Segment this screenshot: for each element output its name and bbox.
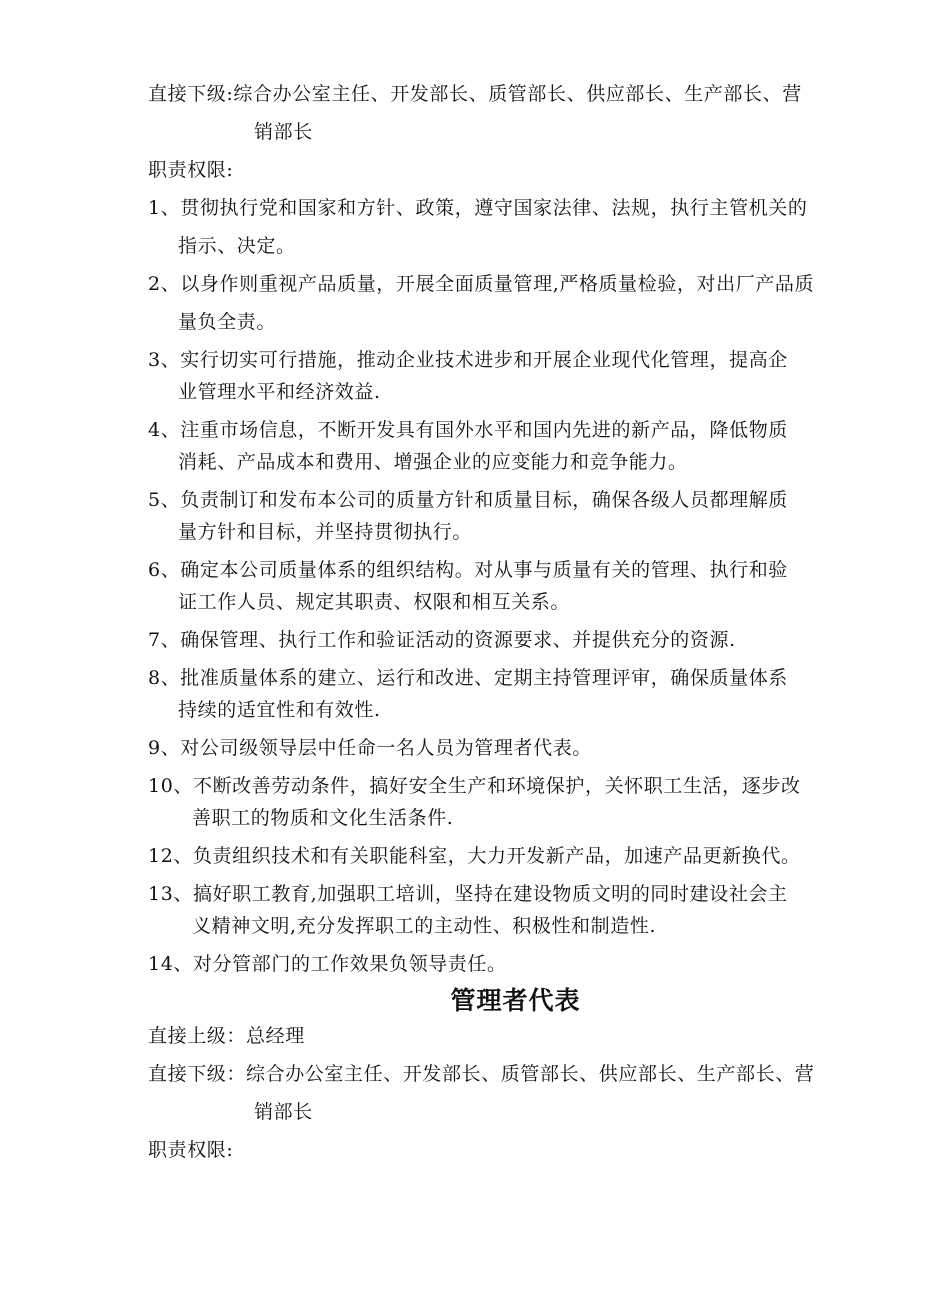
duty-item-text: 6、确定本公司质量体系的组织结构。对从事与质量有关的管理、执行和验 — [148, 559, 788, 581]
duty-item-12 — [148, 840, 883, 872]
duty-item-4 — [148, 414, 883, 478]
duty-item-3 — [148, 344, 883, 408]
duty-item-text: 10、不断改善劳动条件，搞好安全生产和环境保护，关怀职工生活，逐步改 — [148, 775, 801, 797]
duty-item-text: 5、负责制订和发布本公司的质量方针和质量目标，确保各级人员都理解质 — [148, 489, 788, 511]
subordinates-line: 直接下级:综合办公室主任、开发部长、质管部长、供应部长、生产部长、营 — [148, 83, 802, 105]
duty-item-5 — [148, 484, 883, 548]
subordinates-line: 直接下级：综合办公室主任、开发部长、质管部长、供应部长、生产部长、营 — [148, 1063, 815, 1085]
duty-item-text: 2、以身作则重视产品质量，开展全面质量管理,严格质量检验，对出厂产品质 — [148, 273, 815, 295]
duty-item-continued: 消耗、产品成本和费用、增强企业的应变能力和竞争能力。 — [178, 451, 688, 473]
duty-item-text: 7、确保管理、执行工作和验证活动的资源要求、并提供充分的资源. — [148, 629, 736, 651]
duty-item-continued: 证工作人员、规定其职责、权限和相互关系。 — [178, 591, 571, 613]
duty-item-continued: 善职工的物质和文化生活条件. — [192, 807, 454, 829]
duty-item-10 — [148, 770, 883, 834]
duty-item-text: 8、批准质量体系的建立、运行和改进、定期主持管理评审，确保质量体系 — [148, 667, 788, 689]
document-page — [148, 78, 883, 1166]
duty-item-13 — [148, 878, 883, 942]
duty-item-1 — [148, 192, 883, 262]
duty-item-text: 13、搞好职工教育,加强职工培训，坚持在建设物质文明的同时建设社会主 — [148, 883, 788, 905]
duties-label: 职责权限: — [148, 1139, 234, 1161]
duty-item-text: 4、注重市场信息，不断开发具有国外水平和国内先进的新产品，降低物质 — [148, 419, 788, 441]
duty-item-text: 9、对公司级领导层中任命一名人员为管理者代表。 — [148, 737, 592, 759]
duty-item-text: 3、实行切实可行措施，推动企业技术进步和开展企业现代化管理，提高企 — [148, 349, 788, 371]
duty-item-14 — [148, 948, 883, 980]
duty-item-8 — [148, 662, 883, 726]
section-title: 管理者代表 — [450, 986, 581, 1015]
duty-item-9 — [148, 732, 883, 764]
duty-item-continued: 持续的适宜性和有效性. — [178, 699, 381, 721]
duties-label: 职责权限: — [148, 159, 234, 181]
duty-item-7 — [148, 624, 883, 656]
duty-item-continued: 义精神文明,充分发挥职工的主动性、积极性和制造性. — [192, 915, 657, 937]
duty-item-continued: 量负全责。 — [178, 311, 277, 333]
duty-item-2 — [148, 268, 883, 338]
duty-item-text: 12、负责组织技术和有关职能科室，大力开发新产品，加速产品更新换代。 — [148, 845, 801, 867]
duty-item-text: 1、贯彻执行党和国家和方针、政策，遵守国家法律、法规，执行主管机关的 — [148, 197, 808, 219]
duty-item-text: 14、对分管部门的工作效果负领导责任。 — [148, 953, 507, 975]
duty-item-continued: 量方针和目标，并坚持贯彻执行。 — [178, 521, 473, 543]
duty-item-6 — [148, 554, 883, 618]
duty-item-continued: 指示、决定。 — [178, 235, 296, 257]
superior-line: 直接上级：总经理 — [148, 1025, 305, 1047]
subordinates-line-continued: 销部长 — [254, 1101, 313, 1123]
subordinates-line-continued: 销部长 — [254, 121, 313, 143]
duty-item-continued: 业管理水平和经济效益. — [178, 381, 381, 403]
